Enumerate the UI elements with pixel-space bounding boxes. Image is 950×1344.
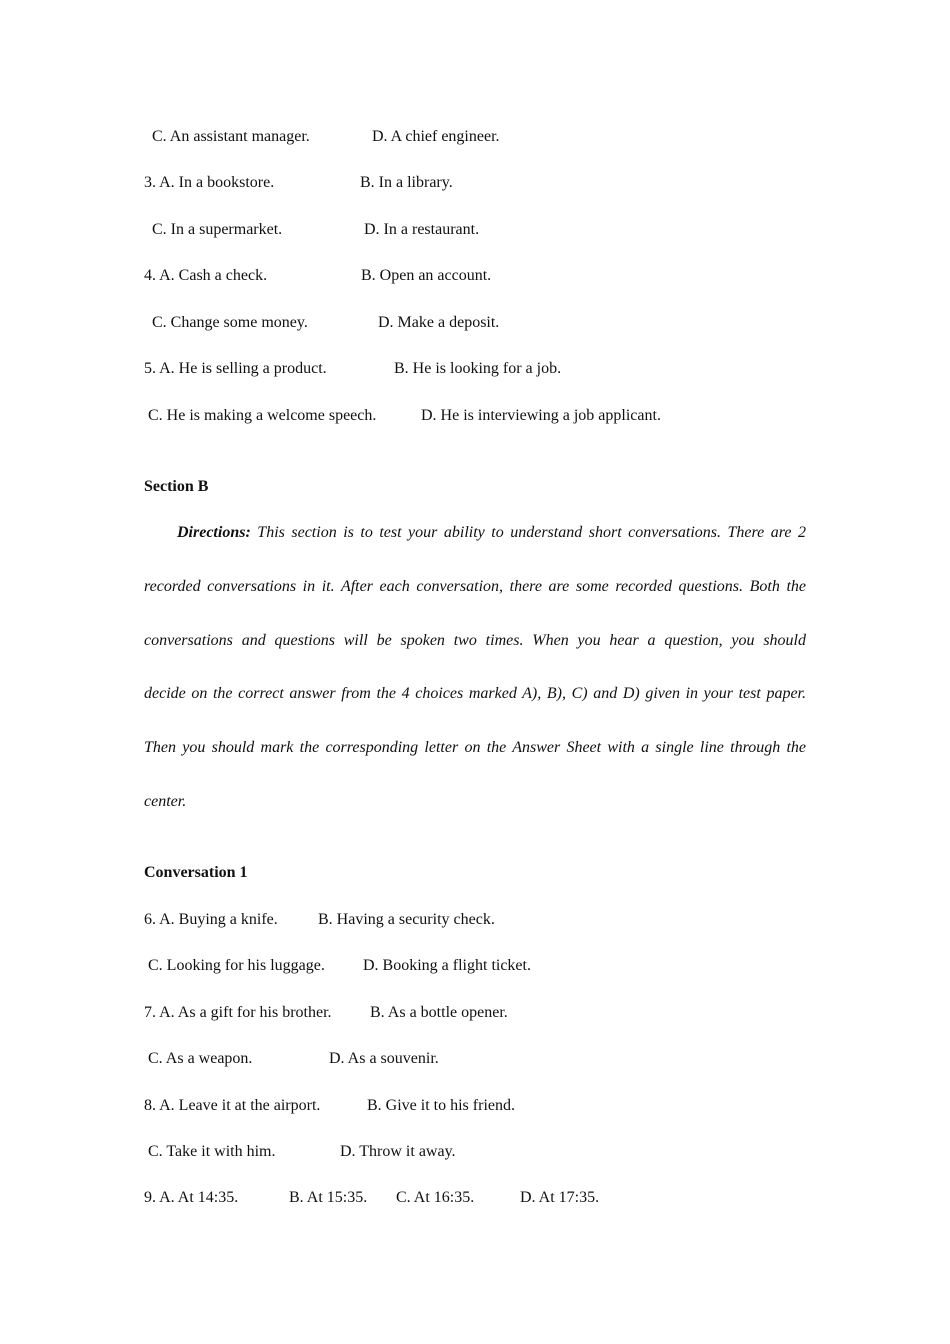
- q3-option-c: C. In a supermarket.: [152, 221, 283, 238]
- q4-option-d: D. Make a deposit.: [378, 314, 500, 331]
- q4-option-c: C. Change some money.: [152, 314, 308, 331]
- q2-option-d: D. A chief engineer.: [372, 128, 500, 145]
- q5-option-c: C. He is making a welcome speech.: [148, 407, 377, 424]
- q8-option-c: C. Take it with him.: [148, 1143, 276, 1160]
- q4-option-b: B. Open an account.: [361, 267, 492, 284]
- directions-line-4: decide on the correct answer from the 4 choices marked A), B), C) and D) given in your test paper.: [144, 685, 806, 702]
- q7-option-c: C. As a weapon.: [148, 1050, 253, 1067]
- section-b-heading: Section B: [144, 478, 209, 495]
- directions-line-5: Then you should mark the corresponding letter on the Answer Sheet with a single line through the: [144, 739, 806, 756]
- q8-option-a: 8. A. Leave it at the airport.: [144, 1097, 321, 1114]
- q6-option-b: B. Having a security check.: [318, 911, 495, 928]
- q9-option-b: B. At 15:35.: [289, 1189, 368, 1206]
- q3-option-b: B. In a library.: [360, 174, 453, 191]
- directions-line-2: recorded conversations in it. After each conversation, there are some recorded questions. Both the: [144, 578, 806, 595]
- conversation-1-heading: Conversation 1: [144, 864, 248, 881]
- q9-option-d: D. At 17:35.: [520, 1189, 600, 1206]
- q7-option-b: B. As a bottle opener.: [370, 1004, 508, 1021]
- q9-option-c: C. At 16:35.: [396, 1189, 475, 1206]
- q3-option-a: 3. A. In a bookstore.: [144, 174, 275, 191]
- q4-option-a: 4. A. Cash a check.: [144, 267, 268, 284]
- q9-option-a: 9. A. At 14:35.: [144, 1189, 239, 1206]
- q6-option-a: 6. A. Buying a knife.: [144, 911, 278, 928]
- directions-text-1: This section is to test your ability to understand short conversations. There are 2: [257, 524, 807, 541]
- q8-option-b: B. Give it to his friend.: [367, 1097, 515, 1114]
- q5-option-a: 5. A. He is selling a product.: [144, 360, 327, 377]
- q7-option-a: 7. A. As a gift for his brother.: [144, 1004, 332, 1021]
- q2-option-c: C. An assistant manager.: [152, 128, 310, 145]
- directions-line-3: conversations and questions will be spoken two times. When you hear a question, you should: [144, 632, 806, 649]
- q6-option-d: D. Booking a flight ticket.: [363, 957, 531, 974]
- q5-option-d: D. He is interviewing a job applicant.: [421, 407, 661, 424]
- q5-option-b: B. He is looking for a job.: [394, 360, 562, 377]
- directions-line-6: center.: [144, 793, 187, 810]
- directions-line-1: [144, 523, 806, 543]
- q7-option-d: D. As a souvenir.: [329, 1050, 439, 1067]
- directions-label: Directions:: [177, 524, 251, 541]
- q3-option-d: D. In a restaurant.: [364, 221, 480, 238]
- q6-option-c: C. Looking for his luggage.: [148, 957, 325, 974]
- q8-option-d: D. Throw it away.: [340, 1143, 456, 1160]
